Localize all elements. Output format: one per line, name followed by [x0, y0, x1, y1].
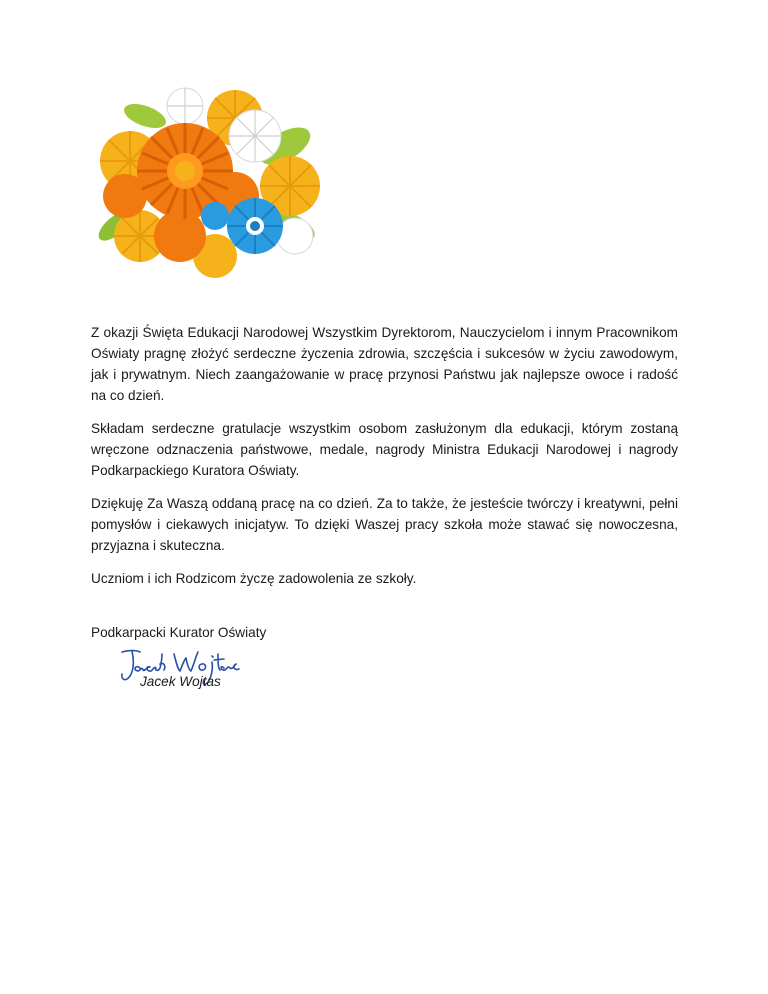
paragraph-thanks: Dziękuję Za Waszą oddaną pracę na co dzień. Za to także, że jesteście twórczy i kreatywni, pełni pomysłów i ciekawych inicjatyw. To dzięki Waszej pracy szkoła może stawać się nowoczesna, przyjazna i skuteczna. [91, 496, 678, 553]
flower-bouquet-icon [85, 76, 325, 286]
paragraph-congratulations: Składam serdeczne gratulacje wszystkim osobom zasłużonym dla edukacji, którym zostaną wręczone odznaczenia państwowe, medale, nagrody Ministra Edukacji Narodowej i nagrody Podkarpackiego Kuratora Oświaty. [91, 421, 678, 478]
paragraph-students-wishes: Uczniom i ich Rodzicom życzę zadowolenia ze szkoły. [91, 571, 417, 586]
letter-body [91, 322, 678, 601]
signature-name: Jacek Wojtas [140, 674, 221, 689]
paragraph-greeting: Z okazji Święta Edukacji Narodowej Wszystkim Dyrektorom, Nauczycielom i innym Pracownikom Oświaty pragnę złożyć serdeczne życzenia zdrowia, szczęścia i sukcesów w życiu zawodowym, jak i prywatnym. Niech zaangażowanie w pracę przynosi Państwu jak najlepsze owoce i radość na co dzień. [91, 325, 678, 403]
author-title: Podkarpacki Kurator Oświaty [91, 625, 267, 640]
